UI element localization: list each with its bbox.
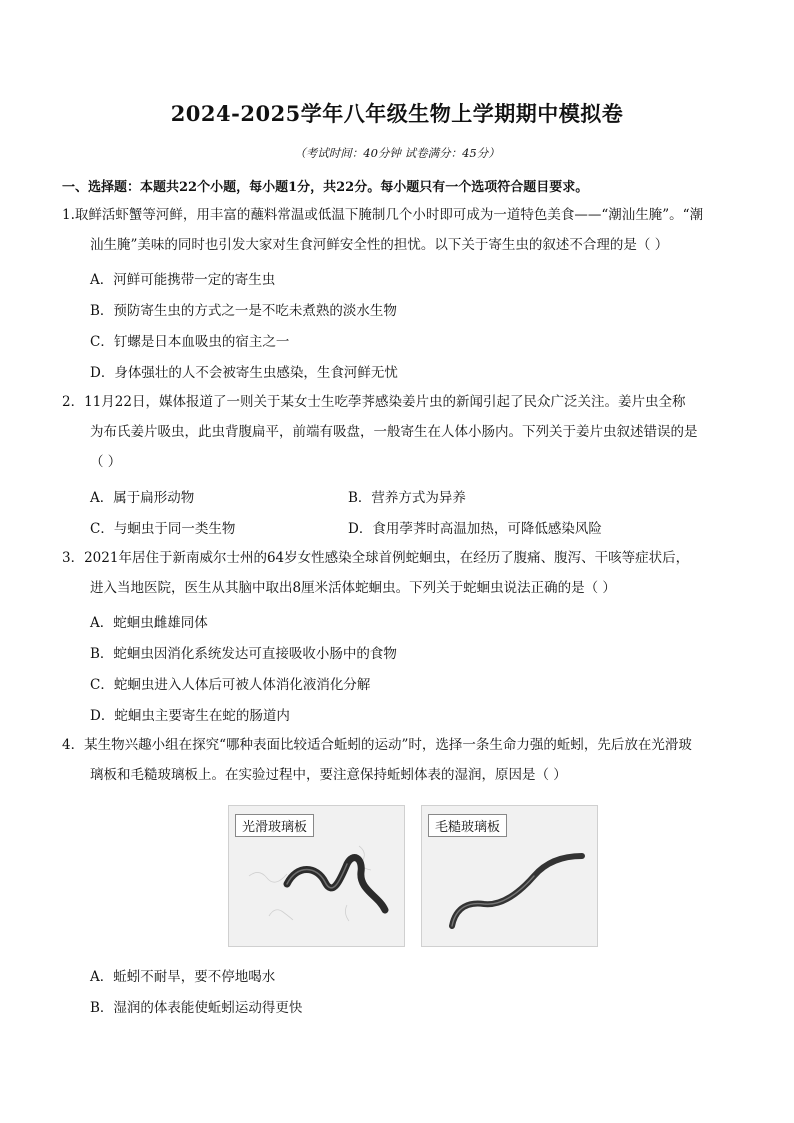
question-2-line-2: 为布氏姜片吸虫，此虫背腹扁平，前端有吸盘，一般寄生在人体小肠内。下列关于姜片虫叙述错误的是: [90, 424, 698, 440]
question-3-line-2: 进入当地医院，医生从其脑中取出8厘米活体蛇蛔虫。下列关于蛇蛔虫说法正确的是（ ）: [90, 580, 616, 596]
question-2-line-1: 2．11月22日，媒体报道了一则关于某女士生吃荸荠感染姜片虫的新闻引起了民众广泛关注。姜片虫全称: [62, 394, 686, 410]
question-4-option-a[interactable]: A．蚯蚓不耐旱，要不停地喝水: [90, 969, 276, 985]
question-2-option-c[interactable]: C．与蛔虫于同一类生物: [90, 521, 236, 537]
rough-glass-label: 毛糙玻璃板: [428, 814, 507, 837]
question-1-option-a[interactable]: A．河鲜可能携带一定的寄生虫: [90, 272, 276, 288]
question-1-option-d[interactable]: D．身体强壮的人不会被寄生虫感染，生食河鲜无忧: [90, 365, 398, 381]
question-3-option-d[interactable]: D．蛇蛔虫主要寄生在蛇的肠道内: [90, 708, 290, 724]
question-3-stem: [62, 543, 734, 603]
question-2-line-3: （ ）: [90, 454, 122, 470]
question-4-stem: [62, 730, 734, 790]
question-4-option-b[interactable]: B．湿润的体表能使蚯蚓运动得更快: [90, 1000, 303, 1016]
question-2-option-d[interactable]: D．食用荸荠时高温加热，可降低感染风险: [348, 521, 602, 537]
question-4-line-2: 璃板和毛糙玻璃板上。在实验过程中，要注意保持蚯蚓体表的湿润，原因是（ ）: [90, 767, 567, 783]
question-2-option-b[interactable]: B．营养方式为异养: [348, 490, 466, 506]
question-1-option-b[interactable]: B．预防寄生虫的方式之一是不吃未煮熟的淡水生物: [90, 303, 397, 319]
question-3-option-c[interactable]: C．蛇蛔虫进入人体后可被人体消化液消化分解: [90, 677, 371, 693]
question-3-option-b[interactable]: B．蛇蛔虫因消化系统发达可直接吸收小肠中的食物: [90, 646, 397, 662]
question-1-line-1: 1.取鲜活虾蟹等河鲜，用丰富的蘸料常温或低温下腌制几个小时即可成为一道特色美食——“潮汕生腌”。“潮: [62, 207, 704, 223]
question-3-option-a[interactable]: A．蛇蛔虫雌雄同体: [90, 615, 208, 631]
question-2-stem: [62, 387, 734, 477]
page-title: 2024-2025学年八年级生物上学期期中模拟卷: [170, 101, 624, 126]
question-4-line-1: 4．某生物兴趣小组在探究“哪种表面比较适合蚯蚓的运动”时，选择一条生命力强的蚯蚓，先后放在光滑玻: [62, 737, 692, 753]
smooth-glass-label: 光滑玻璃板: [235, 814, 314, 837]
question-2-option-a[interactable]: A．属于扁形动物: [90, 490, 195, 506]
section-heading: 一、选择题：本题共22个小题，每小题1分，共22分。每小题只有一个选项符合题目要求。: [62, 180, 589, 195]
smooth-glass-photo: [228, 805, 405, 947]
question-1-stem: [62, 200, 734, 260]
exam-info: （考试时间：40分钟 试卷满分：45分）: [294, 146, 500, 160]
rough-glass-photo: [421, 805, 598, 947]
question-1-line-2: 汕生腌”美味的同时也引发大家对生食河鲜安全性的担忧。以下关于寄生虫的叙述不合理的是（ ）: [90, 237, 669, 253]
question-1-option-c[interactable]: C．钉螺是日本血吸虫的宿主之一: [90, 334, 290, 350]
question-3-line-1: 3．2021年居住于新南威尔士州的64岁女性感染全球首例蛇蛔虫，在经历了腹痛、腹泻、干咳等症状后，: [62, 550, 690, 566]
